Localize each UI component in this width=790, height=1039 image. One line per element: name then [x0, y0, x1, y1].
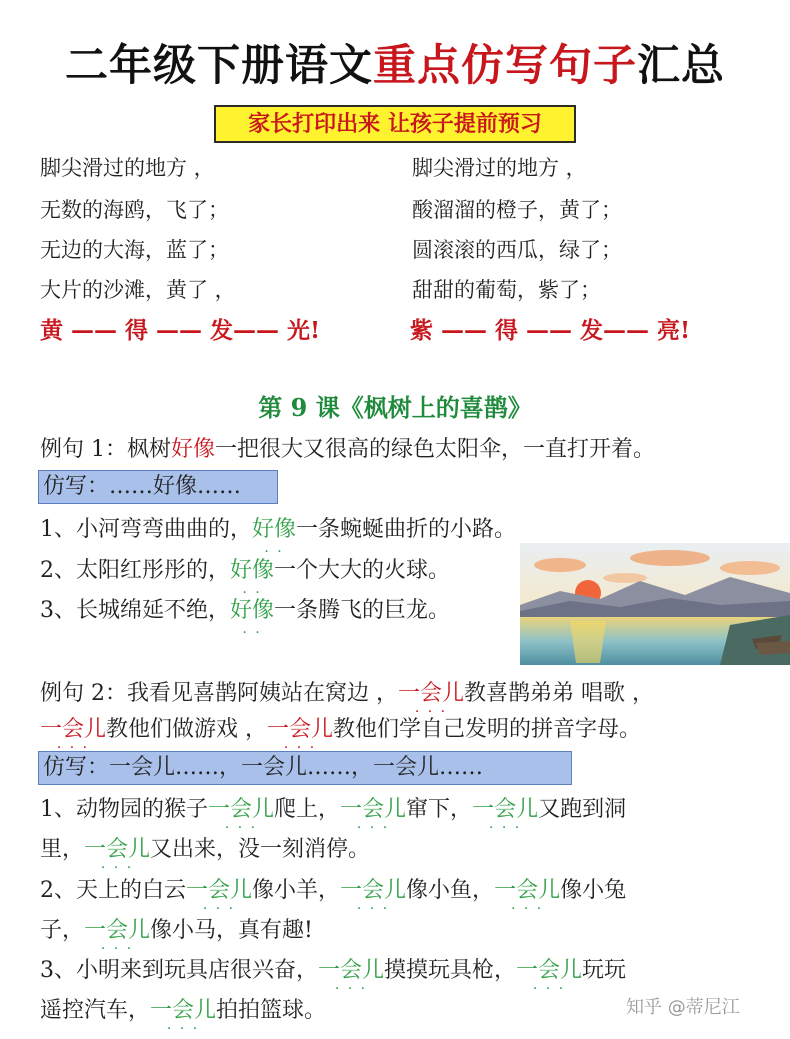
slogan-right: 紫 —— 得 —— 发—— 亮! — [410, 317, 691, 344]
zhihu-watermark: 知乎 @蒂尼江 — [626, 997, 740, 1018]
sentence-2-1b: 里，一会儿 · · ·又出来，没一刻消停。 — [40, 832, 370, 863]
poem-left-2: 无数的海鸥，飞了； — [40, 198, 229, 222]
sentence-2-1a: 1、动物园的猴子一会儿 · · ·爬上，一会儿 · · ·窜下，一会儿 · · ·又跑到洞 — [40, 792, 626, 823]
sentence-1-3: 3、长城绵延不绝，好像 . .一条腾飞的巨龙。 — [40, 593, 450, 624]
poem-right-2: 酸溜溜的橙子，黄了； — [412, 198, 622, 222]
page-title: 二年级下册语文重点仿写句子汇总 — [65, 41, 725, 91]
sentence-2-3b: 遥控汽车，一会儿 · · ·拍拍篮球。 — [40, 993, 326, 1024]
example-1: 例句 1：枫树好像 . .一把很大又很高的绿色太阳伞，一直打开着。 — [40, 432, 655, 463]
fangxie-box-1: 仿写：……好像…… — [38, 470, 278, 504]
fangxie-box-2: 仿写：一会儿……，一会儿……，一会儿…… — [38, 751, 572, 785]
keyword-haoxiang: 好像 . . — [171, 432, 215, 463]
sentence-1-2: 2、太阳红彤彤的，好像 . .一个大大的火球。 — [40, 553, 450, 584]
example-2-line-2: 一会儿 · · ·教他们做游戏 ，一会儿 · · ·教他们学自己发明的拼音字母。 — [40, 712, 641, 743]
lesson-heading: 第 9 课《枫树上的喜鹊》 — [258, 393, 532, 422]
slogan-left: 黄 —— 得 —— 发—— 光! — [40, 317, 321, 344]
poem-left-3: 无边的大海，蓝了； — [40, 238, 229, 262]
poem-left-4: 大片的沙滩，黄了 ， — [40, 278, 236, 302]
poem-right-4: 甜甜的葡萄，紫了； — [412, 278, 601, 302]
poem-right-3: 圆滚滚的西瓜，绿了； — [412, 238, 622, 262]
poem-right-1: 脚尖滑过的地方 ， — [412, 156, 587, 180]
print-banner: 家长打印出来 让孩子提前预习 — [214, 105, 576, 143]
lake-sunset-illustration — [520, 543, 790, 665]
example-2-line-1: 例句 2：我看见喜鹊阿姨站在窝边 ，一会儿 · · ·教喜鹊弟弟 唱歌 ， — [40, 676, 654, 707]
poem-left-1: 脚尖滑过的地方 ， — [40, 156, 215, 180]
sentence-2-2b: 子，一会儿 · · ·像小马，真有趣! — [40, 913, 313, 944]
sentence-1-1: 1、小河弯弯曲曲的，好像 . .一条蜿蜒曲折的小路。 — [40, 512, 516, 543]
sentence-2-2a: 2、天上的白云一会儿 · · ·像小羊，一会儿 · · ·像小鱼，一会儿 · · ·像小兔 — [40, 873, 626, 904]
sentence-2-3a: 3、小明来到玩具店很兴奋，一会儿 · · ·摸摸玩具枪，一会儿 · · ·玩玩 — [40, 953, 626, 984]
